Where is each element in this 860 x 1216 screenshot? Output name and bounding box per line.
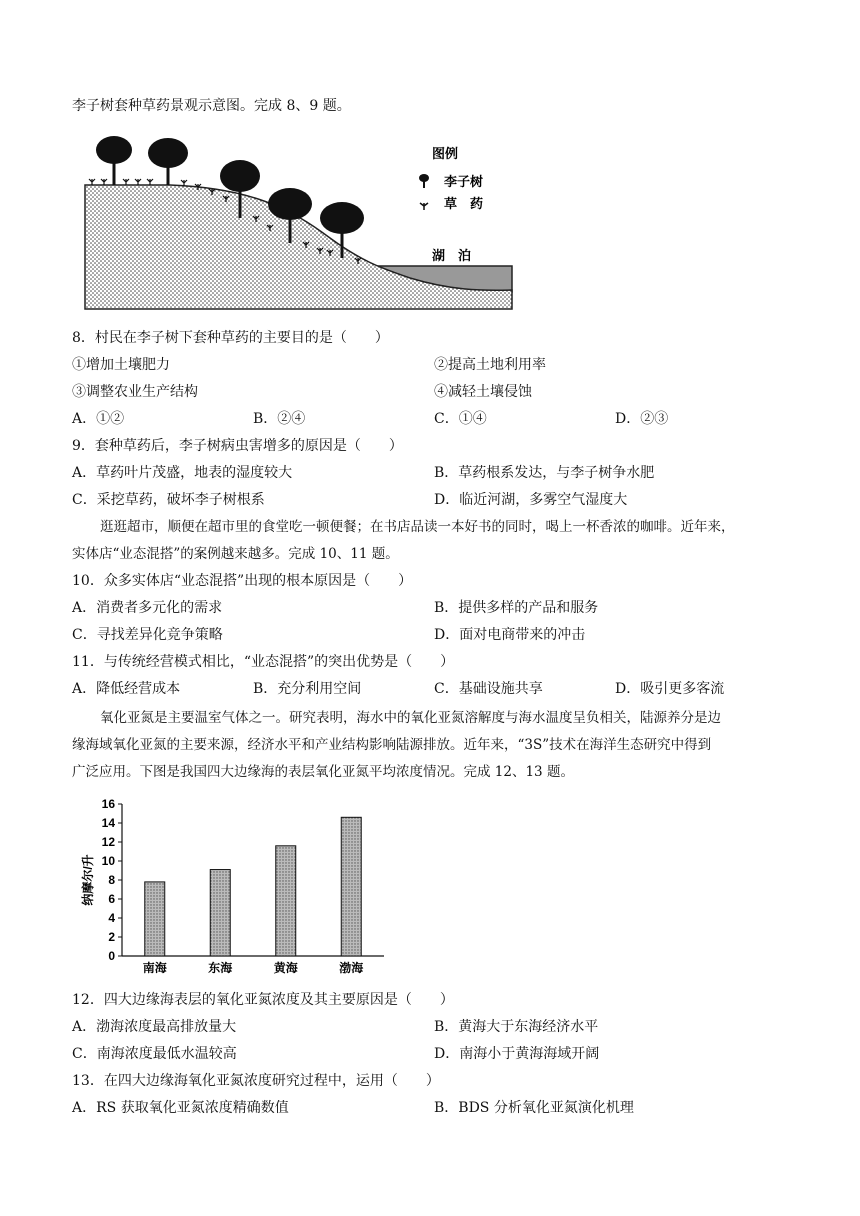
y-tick-label: 10: [101, 854, 115, 868]
q9-option-c: C．采挖草药，破坏李子树根系: [72, 492, 265, 508]
passage2-line1: 逛逛超市，顺便在超市里的食堂吃一顿便餐；在书店品读一本好书的同时，喝上一杯香浓的咖啡。近年来，: [100, 519, 735, 535]
n2o-concentration-chart: [72, 790, 402, 980]
passage3-line3: 广泛应用。下图是我国四大边缘海的表层氧化亚氮平均浓度情况。完成 12、13 题。: [72, 764, 574, 780]
q12-option-b: B．黄海大于东海经济水平: [434, 1019, 599, 1035]
y-tick-label: 2: [108, 930, 115, 944]
x-tick-label: 渤海: [339, 961, 364, 975]
intro-text: 李子树套种草药景观示意图。完成 8、9 题。: [72, 98, 351, 114]
bar-渤海: [341, 817, 361, 956]
q8-item-4: ④减轻土壤侵蚀: [434, 384, 532, 400]
q8-option-d: D．②③: [615, 411, 669, 427]
y-tick-label: 12: [101, 835, 115, 849]
q9-stem: 9．套种草药后，李子树病虫害增多的原因是（ ）: [72, 438, 403, 454]
plum-tree-icon: [96, 136, 132, 185]
q10-option-c: C．寻找差异化竞争策略: [72, 627, 223, 643]
plum-herb-landscape-diagram: [80, 128, 520, 314]
q8-item-1: ①增加土壤肥力: [72, 357, 170, 373]
q12-option-c: C．南海浓度最低水温较高: [72, 1046, 237, 1062]
q8-item-2: ②提高土地利用率: [434, 357, 546, 373]
q13-stem: 13．在四大边缘海氧化亚氮浓度研究过程中，运用（ ）: [72, 1073, 440, 1089]
q13-option-a: A．RS 获取氧化亚氮浓度精确数值: [72, 1100, 289, 1116]
x-tick-label: 南海: [142, 961, 167, 975]
y-tick-label: 14: [101, 816, 115, 830]
q9-option-b: B．草药根系发达，与李子树争水肥: [434, 465, 655, 481]
q11-option-c: C．基础设施共享: [434, 681, 543, 697]
y-tick-label: 4: [108, 911, 115, 925]
bar-黄海: [276, 846, 296, 956]
q10-stem: 10．众多实体店“业态混搭”出现的根本原因是（ ）: [72, 573, 413, 589]
y-tick-label: 6: [108, 892, 115, 906]
plum-tree-icon: [148, 138, 188, 185]
q8-item-3: ③调整农业生产结构: [72, 384, 198, 400]
q10-option-a: A．消费者多元化的需求: [72, 600, 223, 616]
legend-herb-icon: [420, 203, 428, 210]
lake-label: 湖 泊: [432, 248, 472, 263]
passage2-line2: 实体店“业态混搭”的案例越来越多。完成 10、11 题。: [72, 546, 399, 562]
x-tick-label: 黄海: [273, 961, 298, 975]
q12-option-a: A．渤海浓度最高排放量大: [72, 1019, 237, 1035]
x-tick-label: 东海: [208, 961, 233, 975]
legend-herb-label: 草 药: [444, 196, 484, 211]
passage3-line1: 氧化亚氮是主要温室气体之一。研究表明，海水中的氧化亚氮溶解度与海水温度呈负相关，陆源养分是边: [100, 710, 721, 726]
legend-tree-label: 李子树: [444, 174, 484, 189]
q12-stem: 12．四大边缘海表层的氧化亚氮浓度及其主要原因是（ ）: [72, 992, 454, 1008]
q13-option-b: B．BDS 分析氧化亚氮演化机理: [434, 1100, 634, 1116]
q11-stem: 11．与传统经营模式相比，“业态混搭”的突出优势是（ ）: [72, 654, 455, 670]
y-tick-label: 0: [108, 949, 115, 963]
q8-option-b: B．②④: [253, 411, 306, 427]
y-tick-label: 16: [101, 797, 115, 811]
passage3-line2: 缘海域氧化亚氮的主要来源，经济水平和产业结构影响陆源排放。近年来，“3S”技术在海洋生态研究中得到: [72, 737, 712, 753]
legend-title: 图例: [432, 146, 459, 161]
y-tick-label: 8: [108, 873, 115, 887]
q9-option-a: A．草药叶片茂盛，地表的湿度较大: [72, 465, 293, 481]
q8-option-a: A．①②: [72, 411, 125, 427]
q11-option-b: B．充分利用空间: [253, 681, 362, 697]
q10-option-b: B．提供多样的产品和服务: [434, 600, 599, 616]
legend-tree-icon: [419, 174, 429, 188]
q8-stem: 8．村民在李子树下套种草药的主要目的是（ ）: [72, 330, 389, 346]
q11-option-a: A．降低经营成本: [72, 681, 181, 697]
q9-option-d: D．临近河湖，多雾空气湿度大: [434, 492, 628, 508]
q10-option-d: D．面对电商带来的冲击: [434, 627, 586, 643]
bar-东海: [210, 870, 230, 956]
q12-option-d: D．南海小于黄海海域开阔: [434, 1046, 600, 1062]
y-axis-label: 纳摩尔/升: [81, 854, 95, 906]
q8-option-c: C．①④: [434, 411, 487, 427]
bar-南海: [145, 882, 165, 956]
q11-option-d: D．吸引更多客流: [615, 681, 725, 697]
